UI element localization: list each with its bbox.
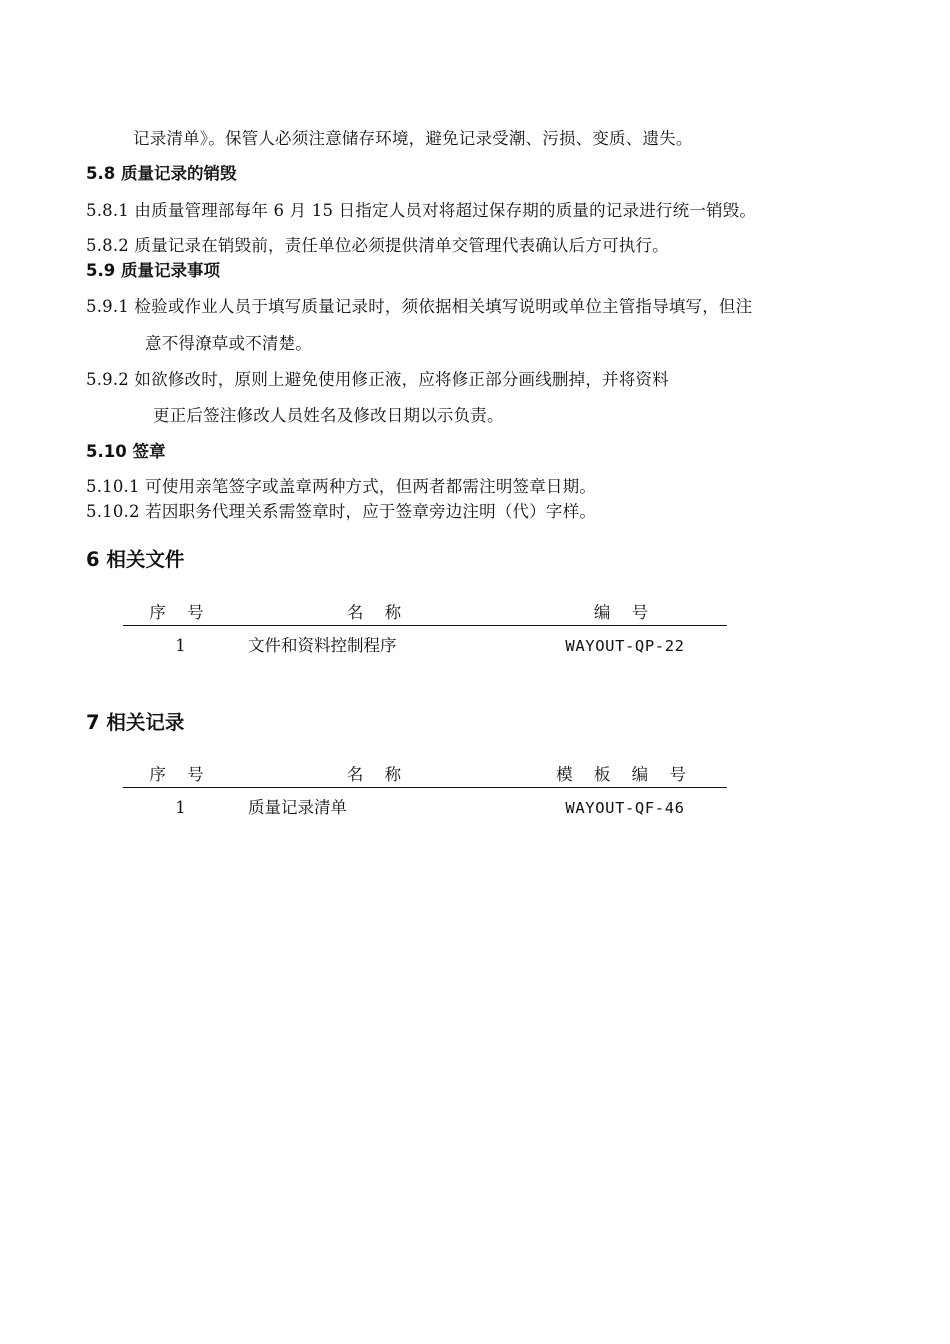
header-code: 编 号 <box>593 603 657 622</box>
section-7-title: 7 相关记录 <box>86 711 185 734</box>
item-5-8-2: 5.8.2 质量记录在销毁前，责任单位必须提供清单交管理代表确认后方可执行。 <box>86 236 669 255</box>
header-name: 名 称 <box>346 603 410 622</box>
row-seq: 1 <box>175 798 186 817</box>
header-code: 模 板 编 号 <box>556 765 694 784</box>
item-5-9-1-line1: 5.9.1 检验或作业人员于填写质量记录时，须依据相关填写说明或单位主管指导填写，但注 <box>86 297 753 316</box>
header-seq: 序 号 <box>149 603 212 622</box>
table-row <box>123 796 727 820</box>
item-5-9-2-line2: 更正后签注修改人员姓名及修改日期以示负责。 <box>153 406 504 425</box>
related-records-table <box>123 763 727 820</box>
item-5-8-1: 5.8.1 由质量管理部每年 6 月 15 日指定人员对将超过保存期的质量的记录进行统一销毁。 <box>86 201 757 220</box>
item-5-10-2: 5.10.2 若因职务代理关系需签章时，应于签章旁边注明（代）字样。 <box>86 502 597 521</box>
item-5-9-1-line2: 意不得潦草或不清楚。 <box>145 334 312 353</box>
header-name: 名 称 <box>346 765 410 784</box>
row-name: 质量记录清单 <box>248 798 347 817</box>
section-6-title: 6 相关文件 <box>86 548 185 571</box>
continuation-line: 记录清单》。保管人必须注意储存环境，避免记录受潮、污损、变质、遗失。 <box>133 129 693 148</box>
related-documents-table <box>123 601 727 658</box>
header-seq: 序 号 <box>149 765 212 784</box>
row-code: WAYOUT-QF-46 <box>565 799 685 817</box>
row-name: 文件和资料控制程序 <box>248 636 397 655</box>
table-row <box>123 634 727 658</box>
row-code: WAYOUT-QP-22 <box>565 637 685 655</box>
item-5-9-2-line1: 5.9.2 如欲修改时，原则上避免使用修正液，应将修正部分画线删掉，并将资料 <box>86 370 669 389</box>
table-header <box>123 601 727 626</box>
table-header <box>123 763 727 788</box>
row-seq: 1 <box>175 636 186 655</box>
item-5-10-1: 5.10.1 可使用亲笔签字或盖章两种方式，但两者都需注明签章日期。 <box>86 477 597 496</box>
section-5-10-title: 5.10 签章 <box>86 442 166 461</box>
section-5-9-title: 5.9 质量记录事项 <box>86 261 220 280</box>
section-5-8-title: 5.8 质量记录的销毁 <box>86 164 237 183</box>
